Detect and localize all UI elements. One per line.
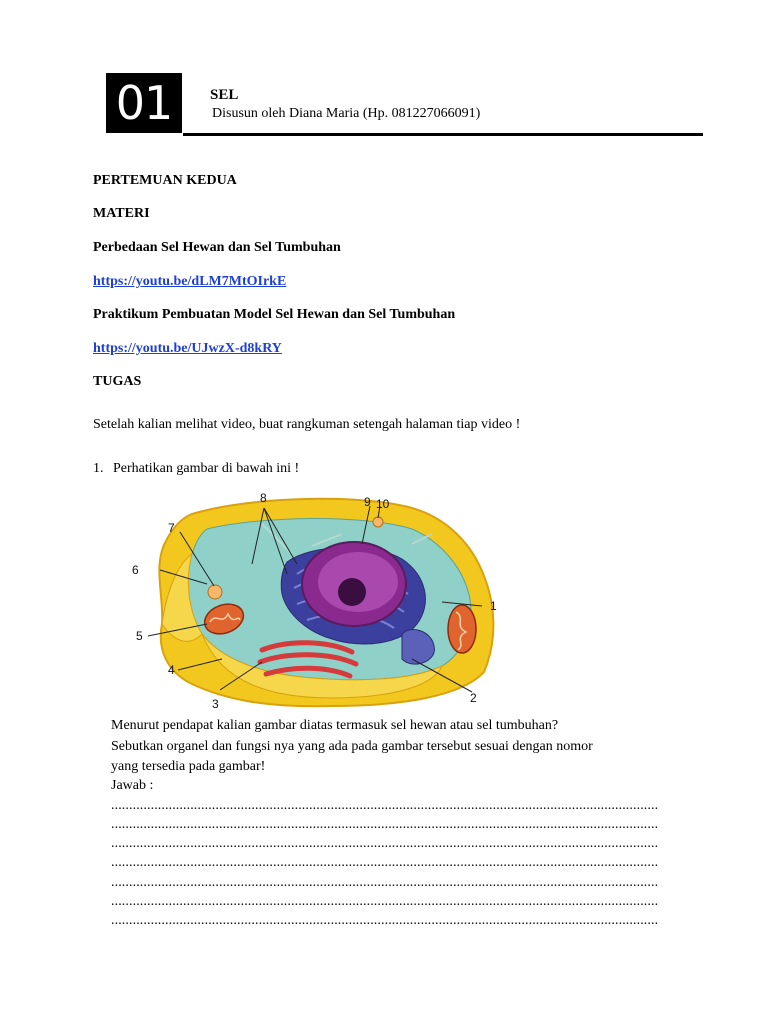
answer-line[interactable]: ........................................................................................................................................................ <box>111 836 659 851</box>
header-divider <box>183 133 703 136</box>
topic-1: Perbedaan Sel Hewan dan Sel Tumbuhan <box>93 240 341 255</box>
nucleolus <box>338 578 366 606</box>
author-line: Disusun oleh Diana Maria (Hp. 081227066091) <box>212 106 481 121</box>
figure-label-4: 4 <box>168 663 175 677</box>
answer-line[interactable]: ........................................................................................................................................................ <box>111 913 659 928</box>
lysosome <box>208 585 222 599</box>
figure-label-2: 2 <box>470 691 477 705</box>
chapter-title: SEL <box>210 87 239 103</box>
question-number: 1. <box>93 461 104 476</box>
figure-label-7: 7 <box>168 521 175 535</box>
question-line-1: Menurut pendapat kalian gambar diatas termasuk sel hewan atau sel tumbuhan? <box>111 718 559 733</box>
figure-label-1: 1 <box>490 599 497 613</box>
answer-line[interactable]: ........................................................................................................................................................ <box>111 894 659 909</box>
meeting-heading: PERTEMUAN KEDUA <box>93 173 237 188</box>
task-heading: TUGAS <box>93 374 142 389</box>
video-link-1[interactable]: https://youtu.be/dLM7MtOIrkE <box>93 274 287 289</box>
figure-label-5: 5 <box>136 629 143 643</box>
figure-label-10: 10 <box>376 497 390 511</box>
vesicle <box>373 517 383 527</box>
answer-line[interactable]: ........................................................................................................................................................ <box>111 817 659 832</box>
answer-line[interactable]: ........................................................................................................................................................ <box>111 855 659 870</box>
answer-label: Jawab : <box>111 778 154 793</box>
question-1-prompt <box>93 461 299 477</box>
material-heading: MATERI <box>93 206 150 221</box>
question-text: Perhatikan gambar di bawah ini ! <box>113 461 300 476</box>
answer-line[interactable]: ........................................................................................................................................................ <box>111 798 659 813</box>
question-line-2: Sebutkan organel dan fungsi nya yang ada pada gambar tersebut sesuai dengan nomor <box>111 739 593 754</box>
video-link-2[interactable]: https://youtu.be/UJwzX-d8kRY <box>93 341 282 356</box>
chapter-number-badge: 01 <box>106 73 182 133</box>
question-line-3: yang tersedia pada gambar! <box>111 759 266 774</box>
figure-label-9: 9 <box>364 495 371 509</box>
figure-label-6: 6 <box>132 563 139 577</box>
topic-2: Praktikum Pembuatan Model Sel Hewan dan Sel Tumbuhan <box>93 307 456 322</box>
answer-line[interactable]: ........................................................................................................................................................ <box>111 875 659 890</box>
figure-label-3: 3 <box>212 697 219 711</box>
task-instruction: Setelah kalian melihat video, buat rangkuman setengah halaman tiap video ! <box>93 417 521 432</box>
figure-label-8: 8 <box>260 491 267 505</box>
animal-cell-diagram <box>112 484 510 712</box>
